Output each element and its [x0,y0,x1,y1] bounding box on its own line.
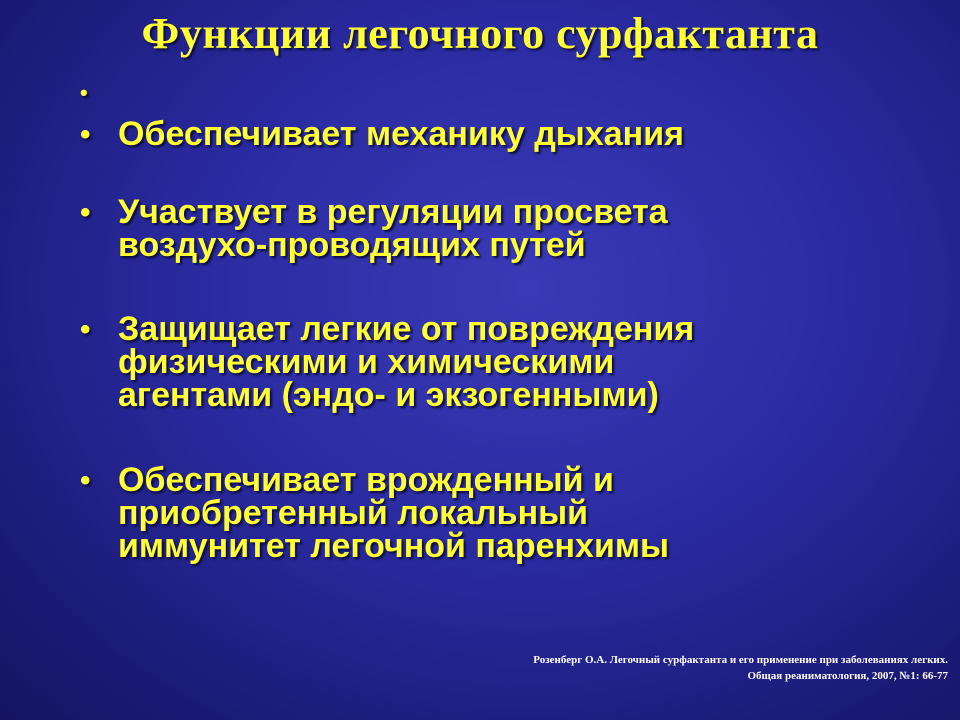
citation-line-1: Розенберг О.А. Легочный сурфактанта и его применение при заболеваниях легких. [533,654,948,666]
bullet-line: физическими и химическими [118,343,615,381]
bullet-line: Участвует в регуляции просвета [118,193,668,231]
citation-line-2: Общая реаниматология, 2007, №1: 66-77 [747,670,948,682]
bullet-marker: • [80,196,91,229]
bullet-item-airways [80,193,900,264]
bullet-marker: • [80,464,91,497]
bullet-line: агентами (эндо- и экзогенными) [118,376,659,414]
bullet-item-mechanics [80,115,900,153]
bullet-marker: • [80,313,91,346]
citation [348,652,948,684]
bullet-item-immunity [80,461,900,565]
bullet-item-empty [80,78,900,112]
bullet-line: Обеспечивает врожденный и [118,461,614,499]
bullet-line: приобретенный локальный [118,494,589,532]
bullet-marker: • [80,80,88,105]
bullet-line: Обеспечивает механику дыхания [118,115,684,153]
slide-title: Функции легочного сурфактанта [141,9,819,58]
bullet-list [80,78,900,563]
bullet-marker: • [80,118,91,151]
bullet-line: воздухо-проводящих путей [118,226,586,264]
bullet-line: Защищает легкие от повреждения [118,310,695,348]
bullet-line: иммунитет легочной паренхимы [118,527,670,565]
bullet-item-protection [80,310,900,414]
